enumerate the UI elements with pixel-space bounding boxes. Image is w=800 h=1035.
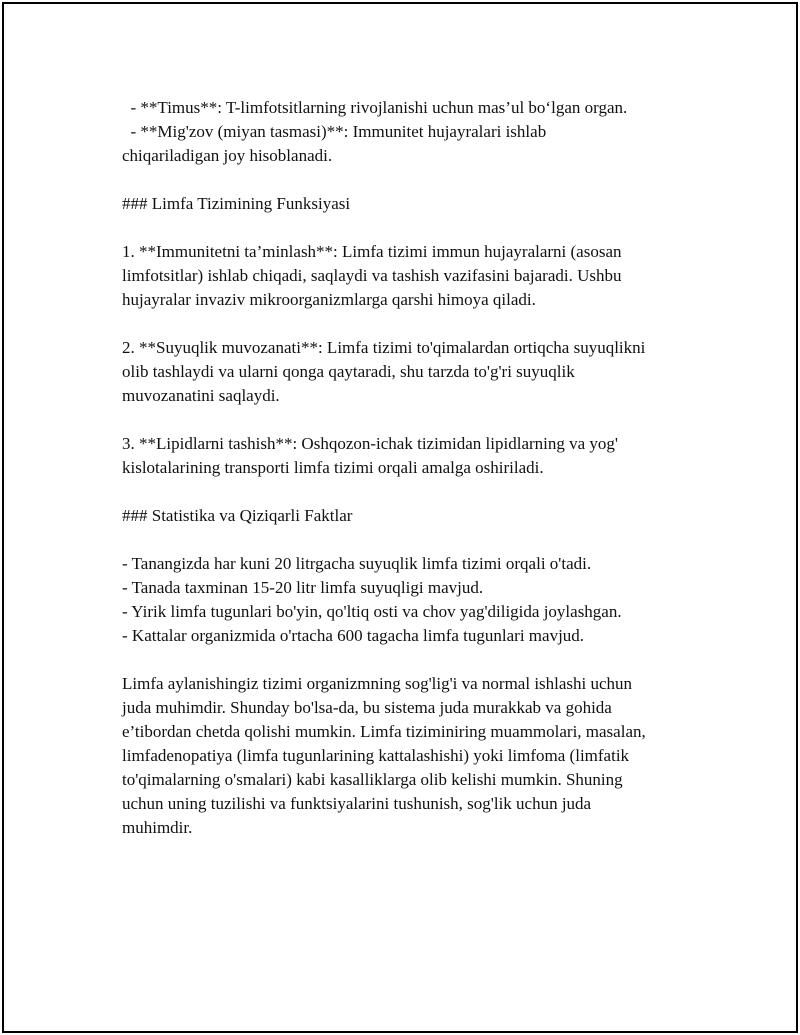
paragraph-line: muhimdir. bbox=[122, 818, 193, 837]
organ-list-item: - **Mig'zov (miyan tasmasi)**: Immunitet hujayralari ishlab bbox=[122, 122, 547, 141]
paragraph-line: 2. **Suyuqlik muvozanati**: Limfa tizimi to'qimalardan ortiqcha suyuqlikni bbox=[122, 338, 646, 357]
paragraph-line: 3. **Lipidlarni tashish**: Oshqozon-ichak tizimidan lipidlarning va yog' bbox=[122, 434, 618, 453]
paragraph-line: limfadenopatiya (limfa tugunlarining kattalashishi) yoki limfoma (limfatik bbox=[122, 746, 630, 765]
function-item-2 bbox=[122, 336, 702, 408]
paragraph-line: hujayralar invaziv mikroorganizmlarga qarshi himoya qiladi. bbox=[122, 290, 536, 309]
organ-list-item: - **Timus**: T-limfotsitlarning rivojlanishi uchun mas’ul bo‘lgan organ. bbox=[122, 98, 628, 117]
paragraph-line: Limfa aylanishingiz tizimi organizmning sog'lig'i va normal ishlashi uchun bbox=[122, 674, 633, 693]
paragraph-gap bbox=[122, 648, 702, 672]
function-item-1 bbox=[122, 240, 702, 312]
paragraph-gap bbox=[122, 408, 702, 432]
paragraph-line: to'qimalarning o'smalari) kabi kasalliklarga olib kelishi mumkin. Shuning bbox=[122, 770, 623, 789]
function-item-3 bbox=[122, 432, 702, 480]
paragraph-line: uchun uning tuzilishi va funktsiyalarini tushunish, sog'lik uchun juda bbox=[122, 794, 592, 813]
stats-list-item: - Tanada taxminan 15-20 litr limfa suyuqligi mavjud. bbox=[122, 578, 484, 597]
paragraph-gap bbox=[122, 480, 702, 504]
stats-list bbox=[122, 552, 702, 648]
paragraph-line: olib tashlaydi va ularni qonga qaytaradi, shu tarzda to'g'ri suyuqlik bbox=[122, 362, 575, 381]
stats-heading: ### Statistika va Qiziqarli Faktlar bbox=[122, 506, 353, 525]
paragraph-line: e’tibordan chetda qolishi mumkin. Limfa tiziminiring muammolari, masalan, bbox=[122, 722, 646, 741]
paragraph-gap bbox=[122, 216, 702, 240]
function-heading: ### Limfa Tizimining Funksiyasi bbox=[122, 194, 351, 213]
paragraph-line: limfotsitlar) ishlab chiqadi, saqlaydi va tashish vazifasini bajaradi. Ushbu bbox=[122, 266, 622, 285]
paragraph-line: kislotalarining transporti limfa tizimi orqali amalga oshiriladi. bbox=[122, 458, 544, 477]
stats-list-item: - Kattalar organizmida o'rtacha 600 tagacha limfa tugunlari mavjud. bbox=[122, 626, 585, 645]
document-body bbox=[122, 96, 702, 840]
paragraph-gap bbox=[122, 312, 702, 336]
organ-list bbox=[122, 96, 702, 168]
stats-list-item: - Tanangizda har kuni 20 litrgacha suyuqlik limfa tizimi orqali o'tadi. bbox=[122, 554, 592, 573]
paragraph-line: 1. **Immunitetni ta’minlash**: Limfa tizimi immun hujayralarni (asosan bbox=[122, 242, 622, 261]
page-frame bbox=[2, 2, 798, 1033]
paragraph-gap bbox=[122, 528, 702, 552]
paragraph-line: muvozanatini saqlaydi. bbox=[122, 386, 280, 405]
organ-list-item-continuation: chiqariladigan joy hisoblanadi. bbox=[122, 146, 333, 165]
paragraph-gap bbox=[122, 168, 702, 192]
paragraph-line: juda muhimdir. Shunday bo'lsa-da, bu sistema juda murakkab va gohida bbox=[122, 698, 612, 717]
conclusion-paragraph bbox=[122, 672, 702, 840]
stats-list-item: - Yirik limfa tugunlari bo'yin, qo'ltiq osti va chov yag'diligida joylashgan. bbox=[122, 602, 622, 621]
